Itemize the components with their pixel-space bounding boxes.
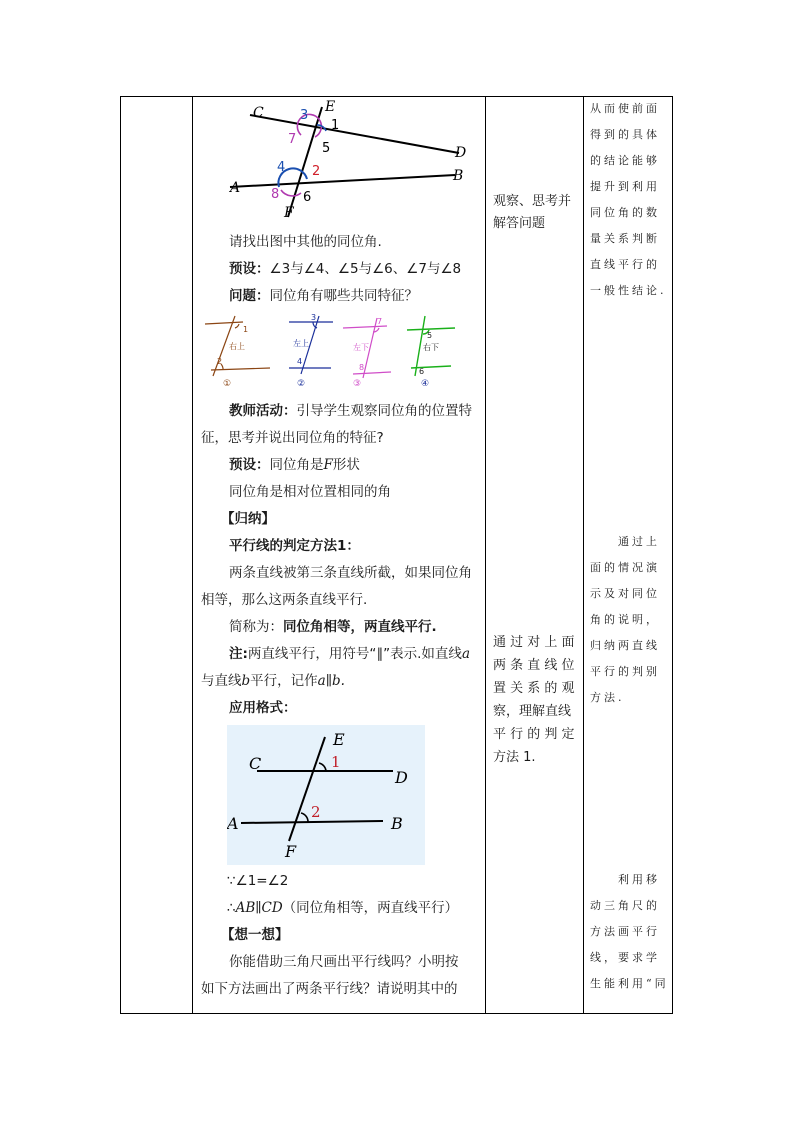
case4-mark: ④ [421,379,430,389]
summary-heading: 【归纳】 [221,511,275,527]
case2-label: 左上 [293,339,309,348]
text-line: 相等，那么这两条直线平行. [201,592,368,608]
because-line: ∵∠1=∠2 [227,873,289,889]
case3-mark: ③ [353,379,362,389]
text-line: 如下方法画出了两条平行线？请说明其中的 [201,981,458,997]
angle-cases-figure [193,312,485,392]
label-D: D [395,768,408,787]
method-heading: 平行线的判定方法1： [229,538,360,554]
case4-angle6: 6 [419,367,425,376]
angle-6: 6 [303,190,312,205]
question-line: 请找出图中其他的同位角. [229,234,382,250]
label-D: D [455,145,467,161]
label-B: B [391,814,403,833]
label-F: F [285,842,297,861]
label-A: A [230,180,241,196]
angle-3: 3 [300,108,309,123]
intent-text-1: 从而使前面 得到的具体 的结论能够 提升到利用 同位角的数 量关系判断 直线平行的 一般性结论. [590,102,667,297]
content-column [193,97,485,1013]
label-C: C [249,754,262,773]
student-activity-column [486,97,584,1013]
case2-angle3: 3 [311,313,317,322]
text-line: 你能借助三角尺画出平行线吗？小明按 [229,954,459,970]
label-E: E [333,730,345,749]
angle-7: 7 [288,132,297,147]
text-line: 同位角是相对位置相同的角 [229,484,391,500]
angle-5: 5 [322,141,331,156]
format-heading: 应用格式： [229,700,297,716]
angle-2: 2 [312,164,321,179]
text-line: 两条直线被第三条直线所截，如果同位角 [229,565,472,581]
intent-text-2: 通过上 面的情况演 示及对同位 角的说明， 归纳两直线 平行的判别 方法. [590,535,660,704]
parallel-figure [227,725,425,865]
angle-8: 8 [271,187,280,202]
case1-angle2: 2 [217,357,223,366]
angle-2: 2 [311,803,321,821]
note-line: 注:两直线平行，用符号“∥”表示.如直线a [229,646,470,662]
label-F: F [284,205,294,221]
case3-label: 左下 [353,343,369,352]
case3-angle7: 7 [377,317,383,326]
case1-label: 右上 [229,342,245,351]
case4-label: 右下 [423,343,439,352]
angle-1: 1 [331,753,341,771]
case4-angle5: 5 [427,331,433,340]
preset-line: 预设：同位角是F形状 [229,457,360,473]
activity-text-2: 通 过 对 上 面 两 条 直 线 位 置 关 系 的 观 察，理解直线 平 行 的 判 定 方法 1. [493,635,575,765]
angle-4: 4 [277,160,286,175]
case1-mark: ① [223,379,232,389]
think-heading: 【想一想】 [221,927,289,943]
lesson-table [120,96,673,1014]
label-B: B [453,168,464,184]
case3-angle8: 8 [359,363,365,372]
label-A: A [227,814,239,833]
note-line: 与直线b平行，记作a∥b. [201,673,345,689]
design-intent-column [584,97,674,1013]
label-E: E [325,99,336,115]
angle-1: 1 [331,118,340,133]
case2-angle4: 4 [297,357,303,366]
case2-mark: ② [297,379,306,389]
preset-line: 预设：∠3与∠4、∠5与∠6、∠7与∠8 [229,261,462,277]
case1-angle1: 1 [243,325,249,334]
intent-text-3: 利用移 动三角尺的 方法画平行 线，要求学 生能利用“同 [590,873,669,990]
short-name-line: 简称为：同位角相等，两直线平行. [229,619,437,635]
transversal-figure [193,97,485,222]
label-C: C [253,105,264,121]
activity-text-1: 观察、思考并 解答问题 [493,194,572,231]
text-line: 征，思考并说出同位角的特征? [201,430,384,446]
therefore-line: ∴AB∥CD（同位角相等，两直线平行） [227,900,459,916]
teacher-activity-line: 教师活动：引导学生观察同位角的位置特 [229,403,472,419]
problem-line: 问题：同位角有哪些共同特征？ [229,288,418,304]
